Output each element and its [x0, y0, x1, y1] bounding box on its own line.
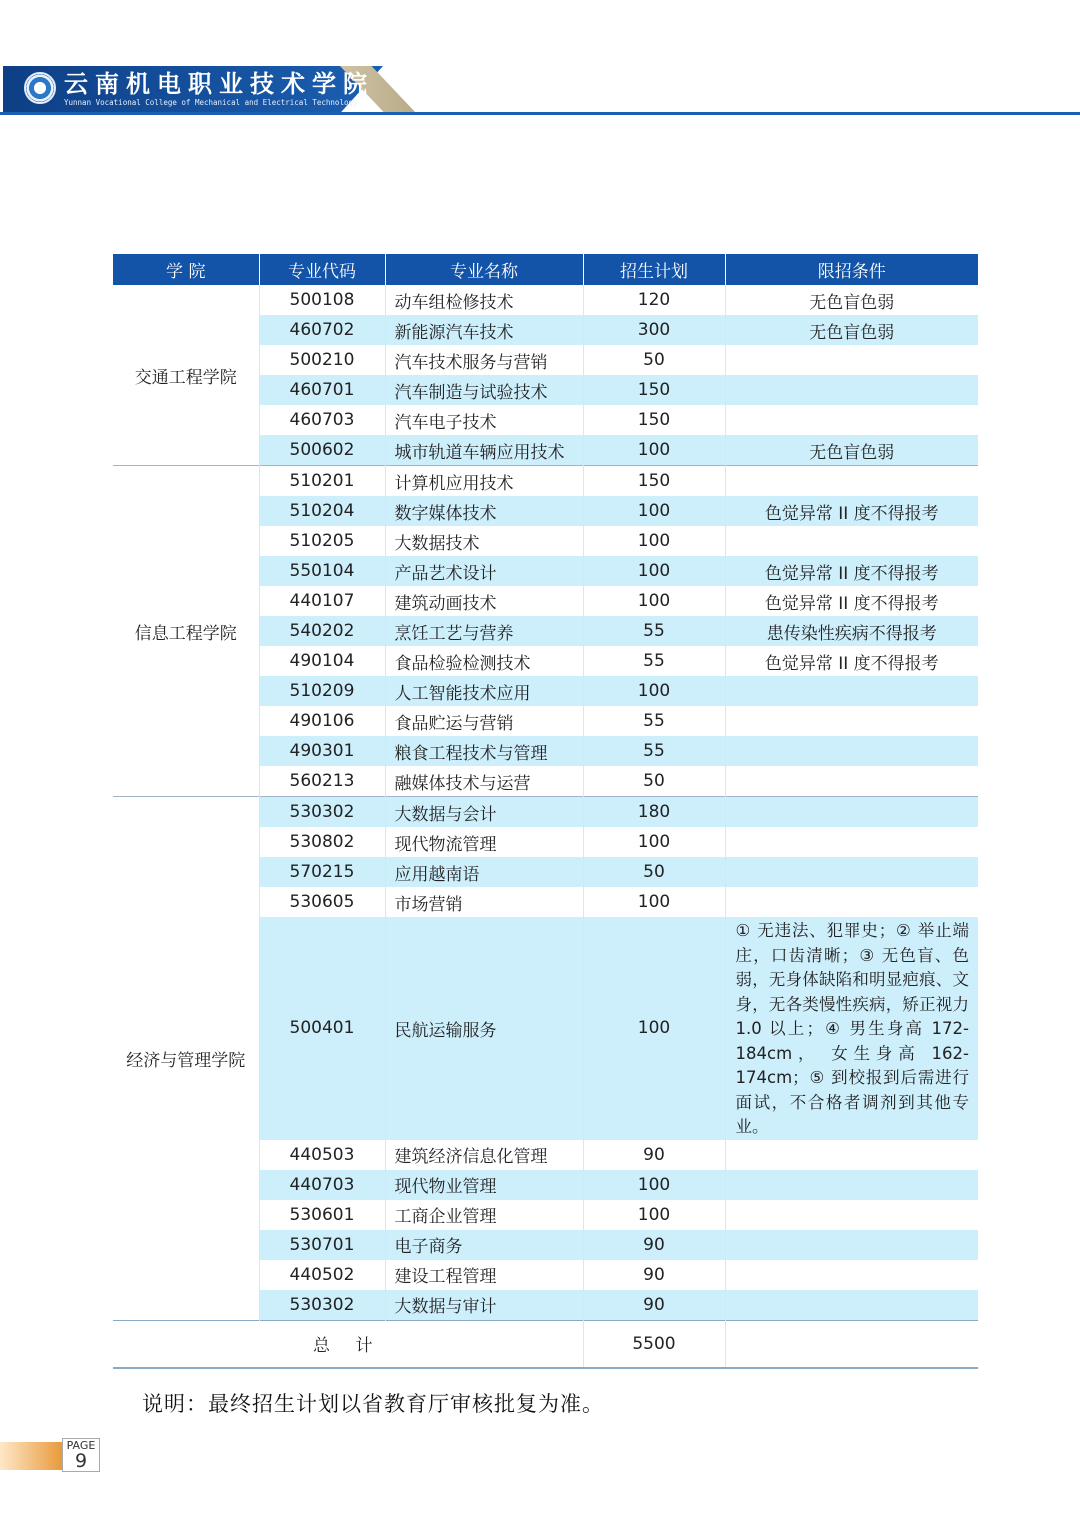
condition-cell [725, 345, 978, 375]
major-name-cell: 现代物流管理 [385, 827, 583, 857]
total-label: 总 计 [313, 1336, 383, 1356]
plan-cell: 300 [583, 315, 725, 345]
plan-cell: 100 [583, 435, 725, 466]
major-name-cell: 建设工程管理 [385, 1260, 583, 1290]
condition-cell [725, 797, 978, 828]
code-cell: 510209 [259, 676, 385, 706]
code-cell: 530302 [259, 797, 385, 828]
page-label: PAGE [66, 1439, 96, 1452]
major-name-cell: 汽车电子技术 [385, 405, 583, 435]
major-name-cell: 汽车制造与试验技术 [385, 375, 583, 405]
major-name-cell: 现代物业管理 [385, 1170, 583, 1200]
major-name-cell: 市场营销 [385, 887, 583, 917]
header-plan: 招生计划 [583, 254, 725, 285]
major-name-cell: 人工智能技术应用 [385, 676, 583, 706]
plan-cell: 100 [583, 887, 725, 917]
table-row [113, 797, 978, 828]
major-name-cell: 烹饪工艺与营养 [385, 616, 583, 646]
plan-cell: 100 [583, 1200, 725, 1230]
condition-cell [725, 736, 978, 766]
major-name-cell: 大数据与审计 [385, 1290, 583, 1321]
plan-cell: 55 [583, 616, 725, 646]
code-cell: 440502 [259, 1260, 385, 1290]
major-name-cell: 建筑动画技术 [385, 586, 583, 616]
code-cell: 440503 [259, 1140, 385, 1170]
table-header-row [113, 254, 978, 285]
condition-cell: 无色盲色弱 [809, 292, 895, 313]
code-cell: 550104 [259, 556, 385, 586]
plan-cell: 150 [583, 466, 725, 497]
code-cell: 540202 [259, 616, 385, 646]
enrollment-plan-table [113, 254, 978, 1369]
page-number: 9 [74, 1450, 88, 1472]
plan-cell: 100 [583, 496, 725, 526]
plan-cell: 100 [583, 917, 725, 1140]
major-name-cell: 动车组检修技术 [385, 285, 583, 315]
plan-cell: 150 [583, 375, 725, 405]
page-indicator [62, 1438, 100, 1472]
plan-cell: 100 [583, 676, 725, 706]
code-cell: 510201 [259, 466, 385, 497]
total-label-cell [113, 1320, 583, 1368]
college-cell: 经济与管理学院 [113, 797, 259, 1321]
footnote: 说明：最终招生计划以省教育厅审核批复为准。 [142, 1392, 604, 1416]
condition-cell [725, 827, 978, 857]
condition-cell [725, 466, 978, 497]
plan-cell: 55 [583, 646, 725, 676]
major-name-cell: 食品检验检测技术 [385, 646, 583, 676]
condition-cell [725, 1170, 978, 1200]
plan-cell: 90 [583, 1230, 725, 1260]
code-cell: 530605 [259, 887, 385, 917]
code-cell: 560213 [259, 766, 385, 797]
code-cell: 460701 [259, 375, 385, 405]
school-emblem-icon [24, 72, 56, 104]
total-value: 5500 [583, 1320, 725, 1368]
header-condition: 限招条件 [725, 254, 978, 285]
banner-underline [0, 112, 1080, 115]
major-name-cell: 产品艺术设计 [385, 556, 583, 586]
condition-cell: 色觉异常 II 度不得报考 [764, 593, 939, 614]
condition-cell: 色觉异常 II 度不得报考 [725, 496, 978, 526]
code-cell: 510205 [259, 526, 385, 556]
major-name-cell: 工商企业管理 [385, 1200, 583, 1230]
major-name-cell: 民航运输服务 [385, 917, 583, 1140]
condition-cell [725, 1230, 978, 1260]
plan-cell: 100 [583, 827, 725, 857]
plan-cell: 90 [583, 1260, 725, 1290]
condition-cell [725, 405, 978, 435]
header-college: 学 院 [113, 254, 259, 285]
code-cell: 500210 [259, 345, 385, 375]
major-name-cell: 计算机应用技术 [385, 466, 583, 497]
plan-cell: 120 [583, 285, 725, 315]
total-row [113, 1320, 978, 1368]
condition-cell [725, 857, 978, 887]
condition-cell: 无色盲色弱 [725, 315, 978, 345]
major-name-cell: 新能源汽车技术 [385, 315, 583, 345]
plan-cell: 55 [583, 736, 725, 766]
major-name-cell: 电子商务 [385, 1230, 583, 1260]
plan-cell: 150 [583, 405, 725, 435]
code-cell: 510204 [259, 496, 385, 526]
plan-cell: 100 [583, 556, 725, 586]
code-cell: 440107 [259, 586, 385, 616]
major-name-cell: 建筑经济信息化管理 [385, 1140, 583, 1170]
code-cell: 530302 [259, 1290, 385, 1321]
code-cell: 460703 [259, 405, 385, 435]
condition-cell [725, 1260, 978, 1290]
condition-cell [725, 1140, 978, 1170]
major-name-cell: 汽车技术服务与营销 [385, 345, 583, 375]
condition-cell [725, 375, 978, 405]
code-cell: 490106 [259, 706, 385, 736]
plan-cell: 50 [583, 345, 725, 375]
plan-cell: 100 [583, 1170, 725, 1200]
condition-cell [725, 766, 978, 797]
footer-orange-bar [0, 1442, 62, 1470]
plan-cell: 90 [583, 1140, 725, 1170]
header-major: 专业名称 [385, 254, 583, 285]
condition-cell [725, 526, 978, 556]
table-row [113, 285, 978, 315]
code-cell: 570215 [259, 857, 385, 887]
code-cell: 500401 [259, 917, 385, 1140]
school-name-cn: 云南机电职业技术学院 [64, 69, 374, 98]
condition-cell [725, 1200, 978, 1230]
code-cell: 490301 [259, 736, 385, 766]
header-banner [0, 66, 1080, 118]
table-row [113, 466, 978, 497]
condition-cell: 无色盲色弱 [725, 435, 978, 466]
condition-cell: ① 无违法、犯罪史；② 举止端庄，口齿清晰；③ 无色盲、色弱，无身体缺陷和明显疤痕、文身，无各类慢性疾病，矫正视力 1.0 以上；④ 男生身高 172-184cm， 女生身高 162-174cm；⑤ 到校报到后需进行面试，不合格者调剂到其他专业。 [725, 917, 978, 1140]
major-name-cell: 数字媒体技术 [385, 496, 583, 526]
major-name-cell: 食品贮运与营销 [385, 706, 583, 736]
major-name-cell: 融媒体技术与运营 [385, 766, 583, 797]
code-cell: 530701 [259, 1230, 385, 1260]
plan-cell: 50 [583, 766, 725, 797]
condition-cell: 色觉异常 II 度不得报考 [725, 556, 978, 586]
total-empty-cell [725, 1320, 978, 1368]
college-cell: 交通工程学院 [113, 285, 259, 466]
condition-cell [725, 887, 978, 917]
major-name-cell: 应用越南语 [385, 857, 583, 887]
code-cell: 530601 [259, 1200, 385, 1230]
plan-cell: 90 [583, 1290, 725, 1321]
school-name-en: Yunnan Vocational College of Mechanical and Electrical Technology [64, 98, 358, 107]
code-cell: 490104 [259, 646, 385, 676]
condition-cell [725, 706, 978, 736]
code-cell: 500108 [259, 285, 385, 315]
condition-cell: 色觉异常 II 度不得报考 [764, 653, 939, 674]
plan-cell: 55 [583, 706, 725, 736]
plan-cell: 180 [583, 797, 725, 828]
major-name-cell: 大数据技术 [385, 526, 583, 556]
condition-cell [725, 1290, 978, 1321]
condition-cell [725, 676, 978, 706]
college-cell: 信息工程学院 [113, 466, 259, 797]
plan-cell: 100 [583, 586, 725, 616]
table-body [113, 285, 978, 1320]
header-code: 专业代码 [259, 254, 385, 285]
code-cell: 460702 [259, 315, 385, 345]
code-cell: 500602 [259, 435, 385, 466]
code-cell: 440703 [259, 1170, 385, 1200]
plan-cell: 100 [583, 526, 725, 556]
plan-cell: 50 [583, 857, 725, 887]
condition-cell: 患传染性疾病不得报考 [725, 616, 978, 646]
major-name-cell: 大数据与会计 [385, 797, 583, 828]
major-name-cell: 粮食工程技术与管理 [385, 736, 583, 766]
major-name-cell: 城市轨道车辆应用技术 [385, 435, 583, 466]
code-cell: 530802 [259, 827, 385, 857]
